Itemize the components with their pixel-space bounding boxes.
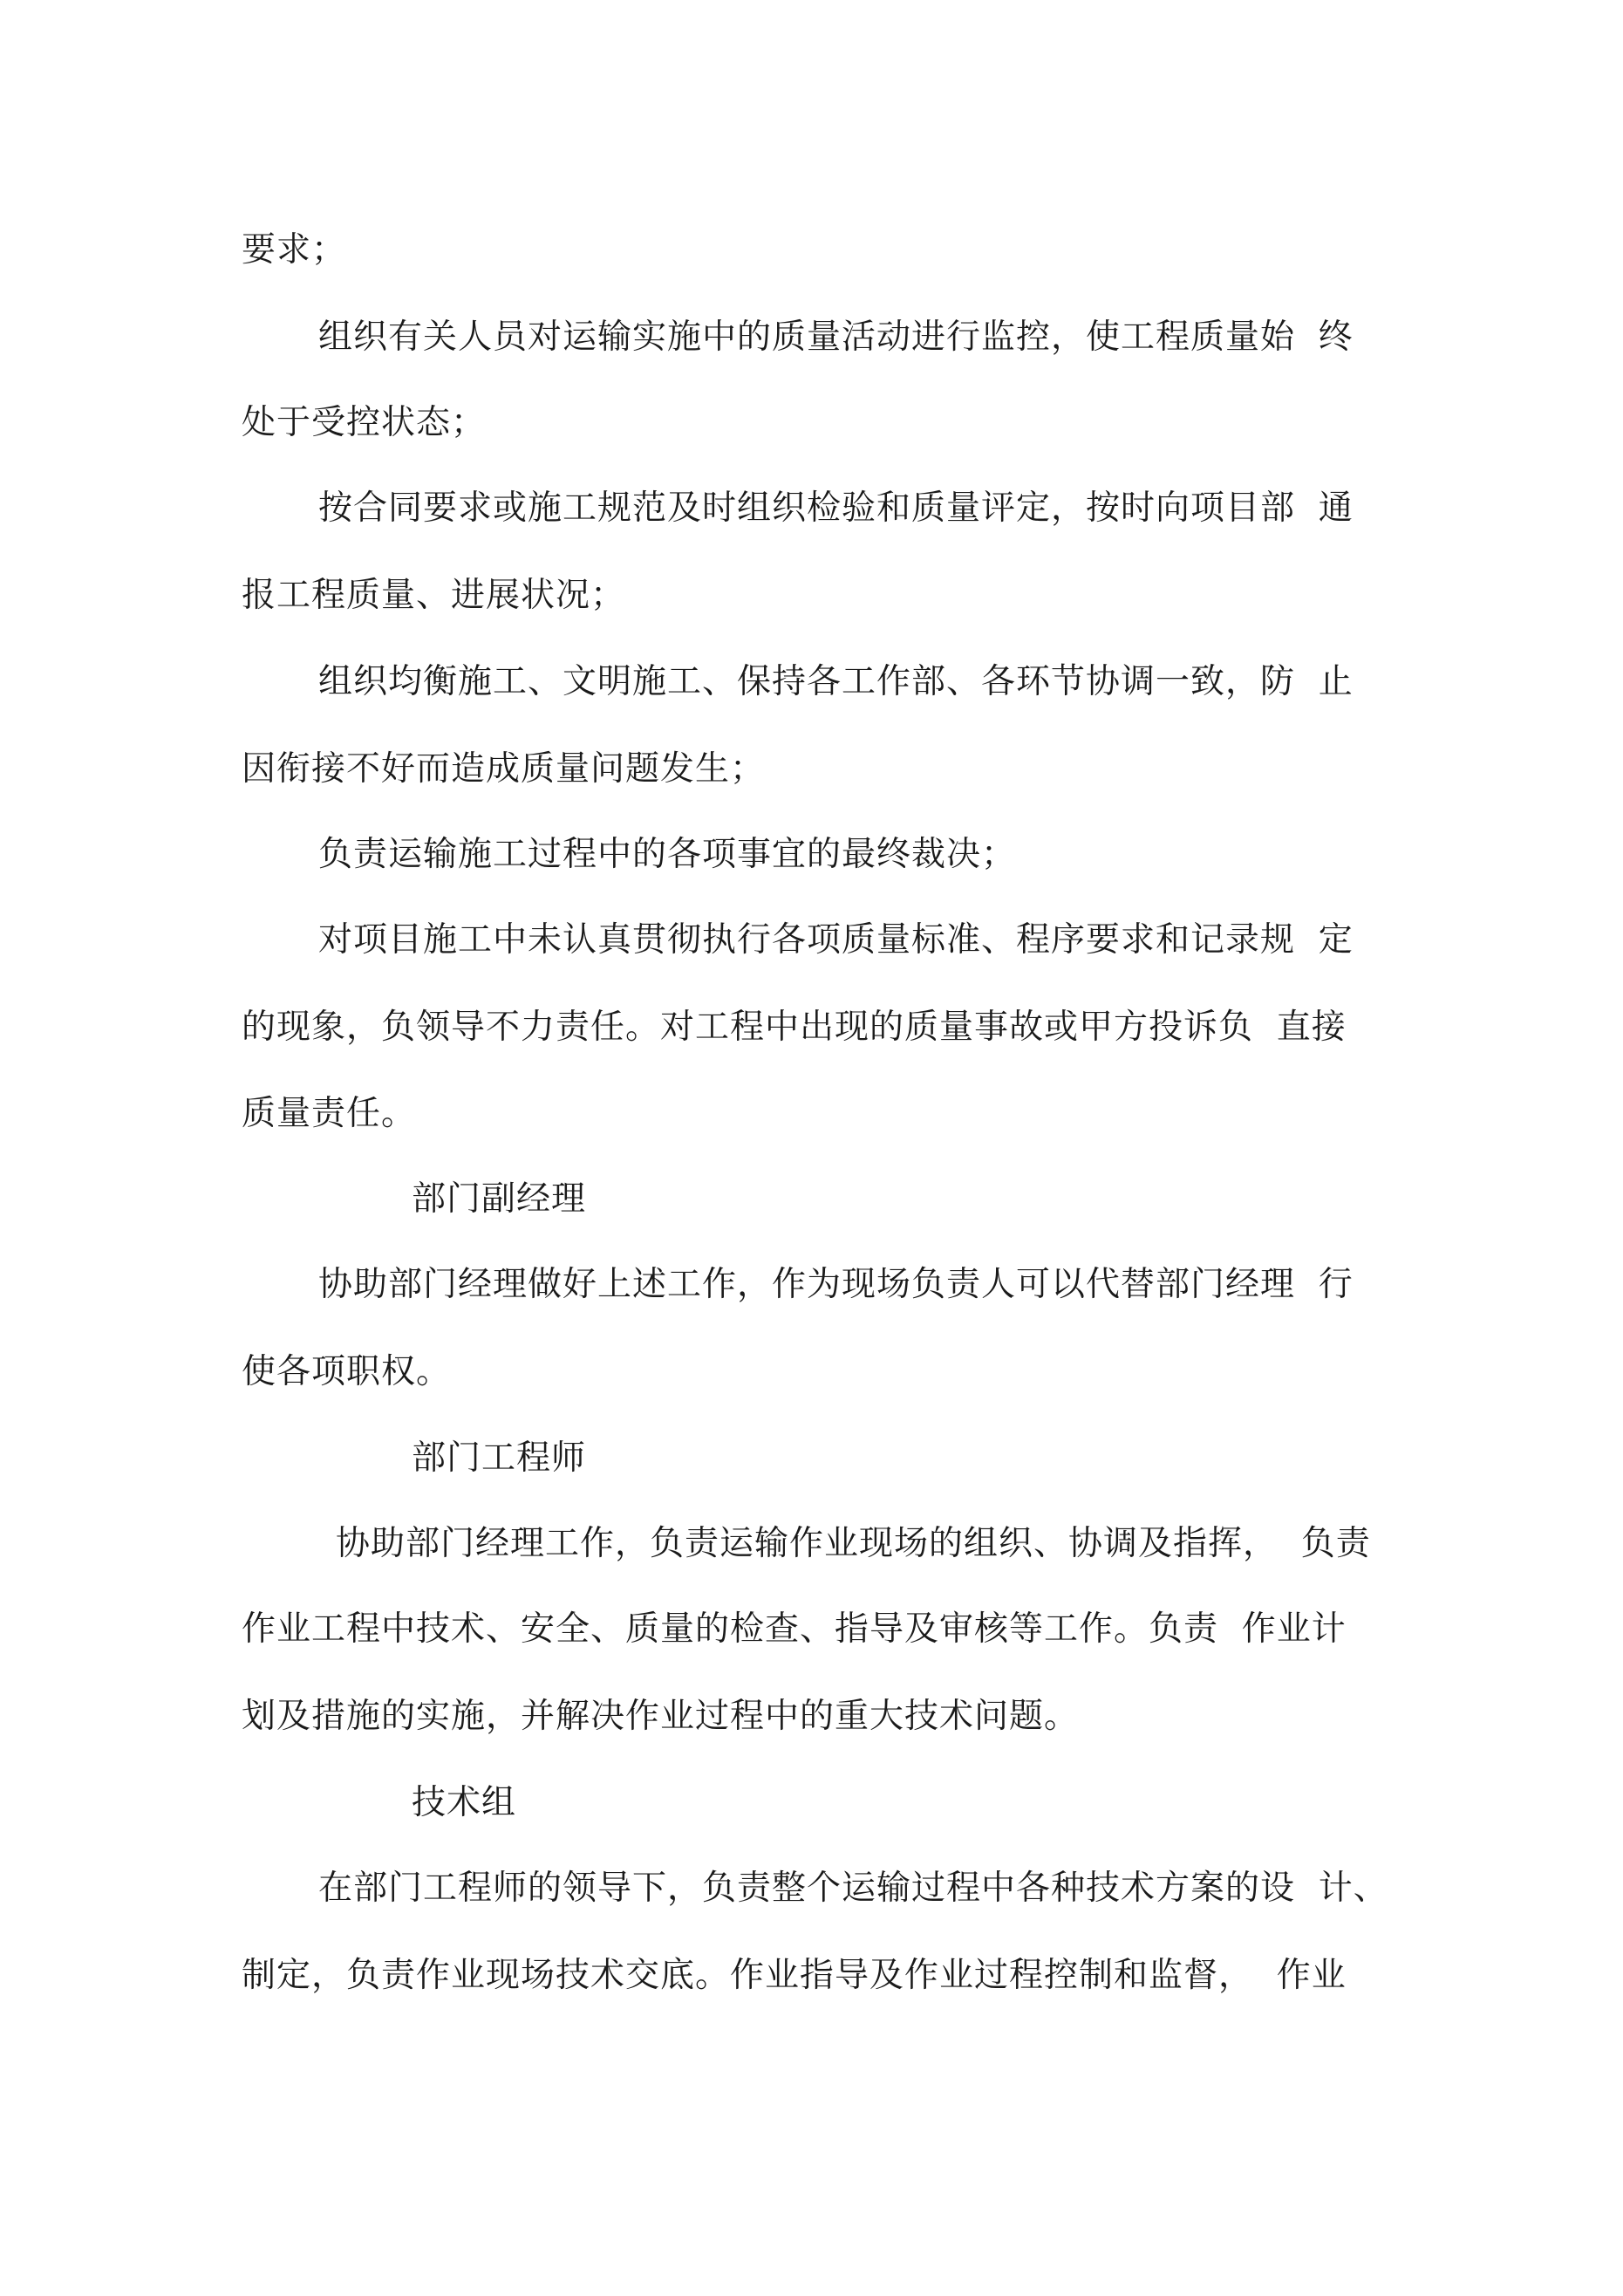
section-heading: 技术组 xyxy=(412,1783,517,1822)
text-line: 协助部门经理工作，负责运输作业现场的组织、协调及指挥， 负责 xyxy=(336,1524,1371,1563)
text-line: 的现象，负领导不力责任。对工程中出现的质量事故或甲方投诉负 直接 xyxy=(242,1008,1347,1047)
text-line: 负责运输施工过程中的各项事宜的最终裁决； xyxy=(318,835,1017,874)
section-heading: 部门副经理 xyxy=(412,1179,587,1219)
text-line: 质量责任。 xyxy=(242,1094,417,1133)
text-line: 在部门工程师的领导下，负责整个运输过程中各种技术方案的设 计、 xyxy=(318,1869,1388,1908)
text-line: 组织均衡施工、文明施工、保持各工作部、各环节协调一致，防 止 xyxy=(318,662,1354,701)
text-line: 对项目施工中未认真贯彻执行各项质量标准、程序要求和记录规 定 xyxy=(318,920,1354,960)
text-line: 处于受控状态； xyxy=(242,403,487,442)
text-line: 使各项职权。 xyxy=(242,1352,452,1391)
text-line: 因衔接不好而造成质量问题发生； xyxy=(242,749,766,789)
text-line: 要求； xyxy=(242,230,347,270)
text-line: 划及措施的实施，并解决作业过程中的重大技术问题。 xyxy=(242,1697,1080,1736)
section-heading: 部门工程师 xyxy=(412,1438,587,1478)
text-line: 按合同要求或施工规范及时组织检验和质量评定，按时向项目部 通 xyxy=(318,489,1354,528)
text-line: 协助部门经理做好上述工作，作为现场负责人可以代替部门经理 行 xyxy=(318,1265,1354,1304)
text-line: 报工程质量、进展状况； xyxy=(242,576,626,615)
text-line: 作业工程中技术、安全、质量的检查、指导及审核等工作。负责 作业计 xyxy=(242,1609,1347,1649)
text-line: 组织有关人员对运输实施中的质量活动进行监控，使工程质量始 终 xyxy=(318,318,1354,357)
text-line: 制定，负责作业现场技术交底。作业指导及作业过程控制和监督， 作业 xyxy=(242,1956,1347,1995)
